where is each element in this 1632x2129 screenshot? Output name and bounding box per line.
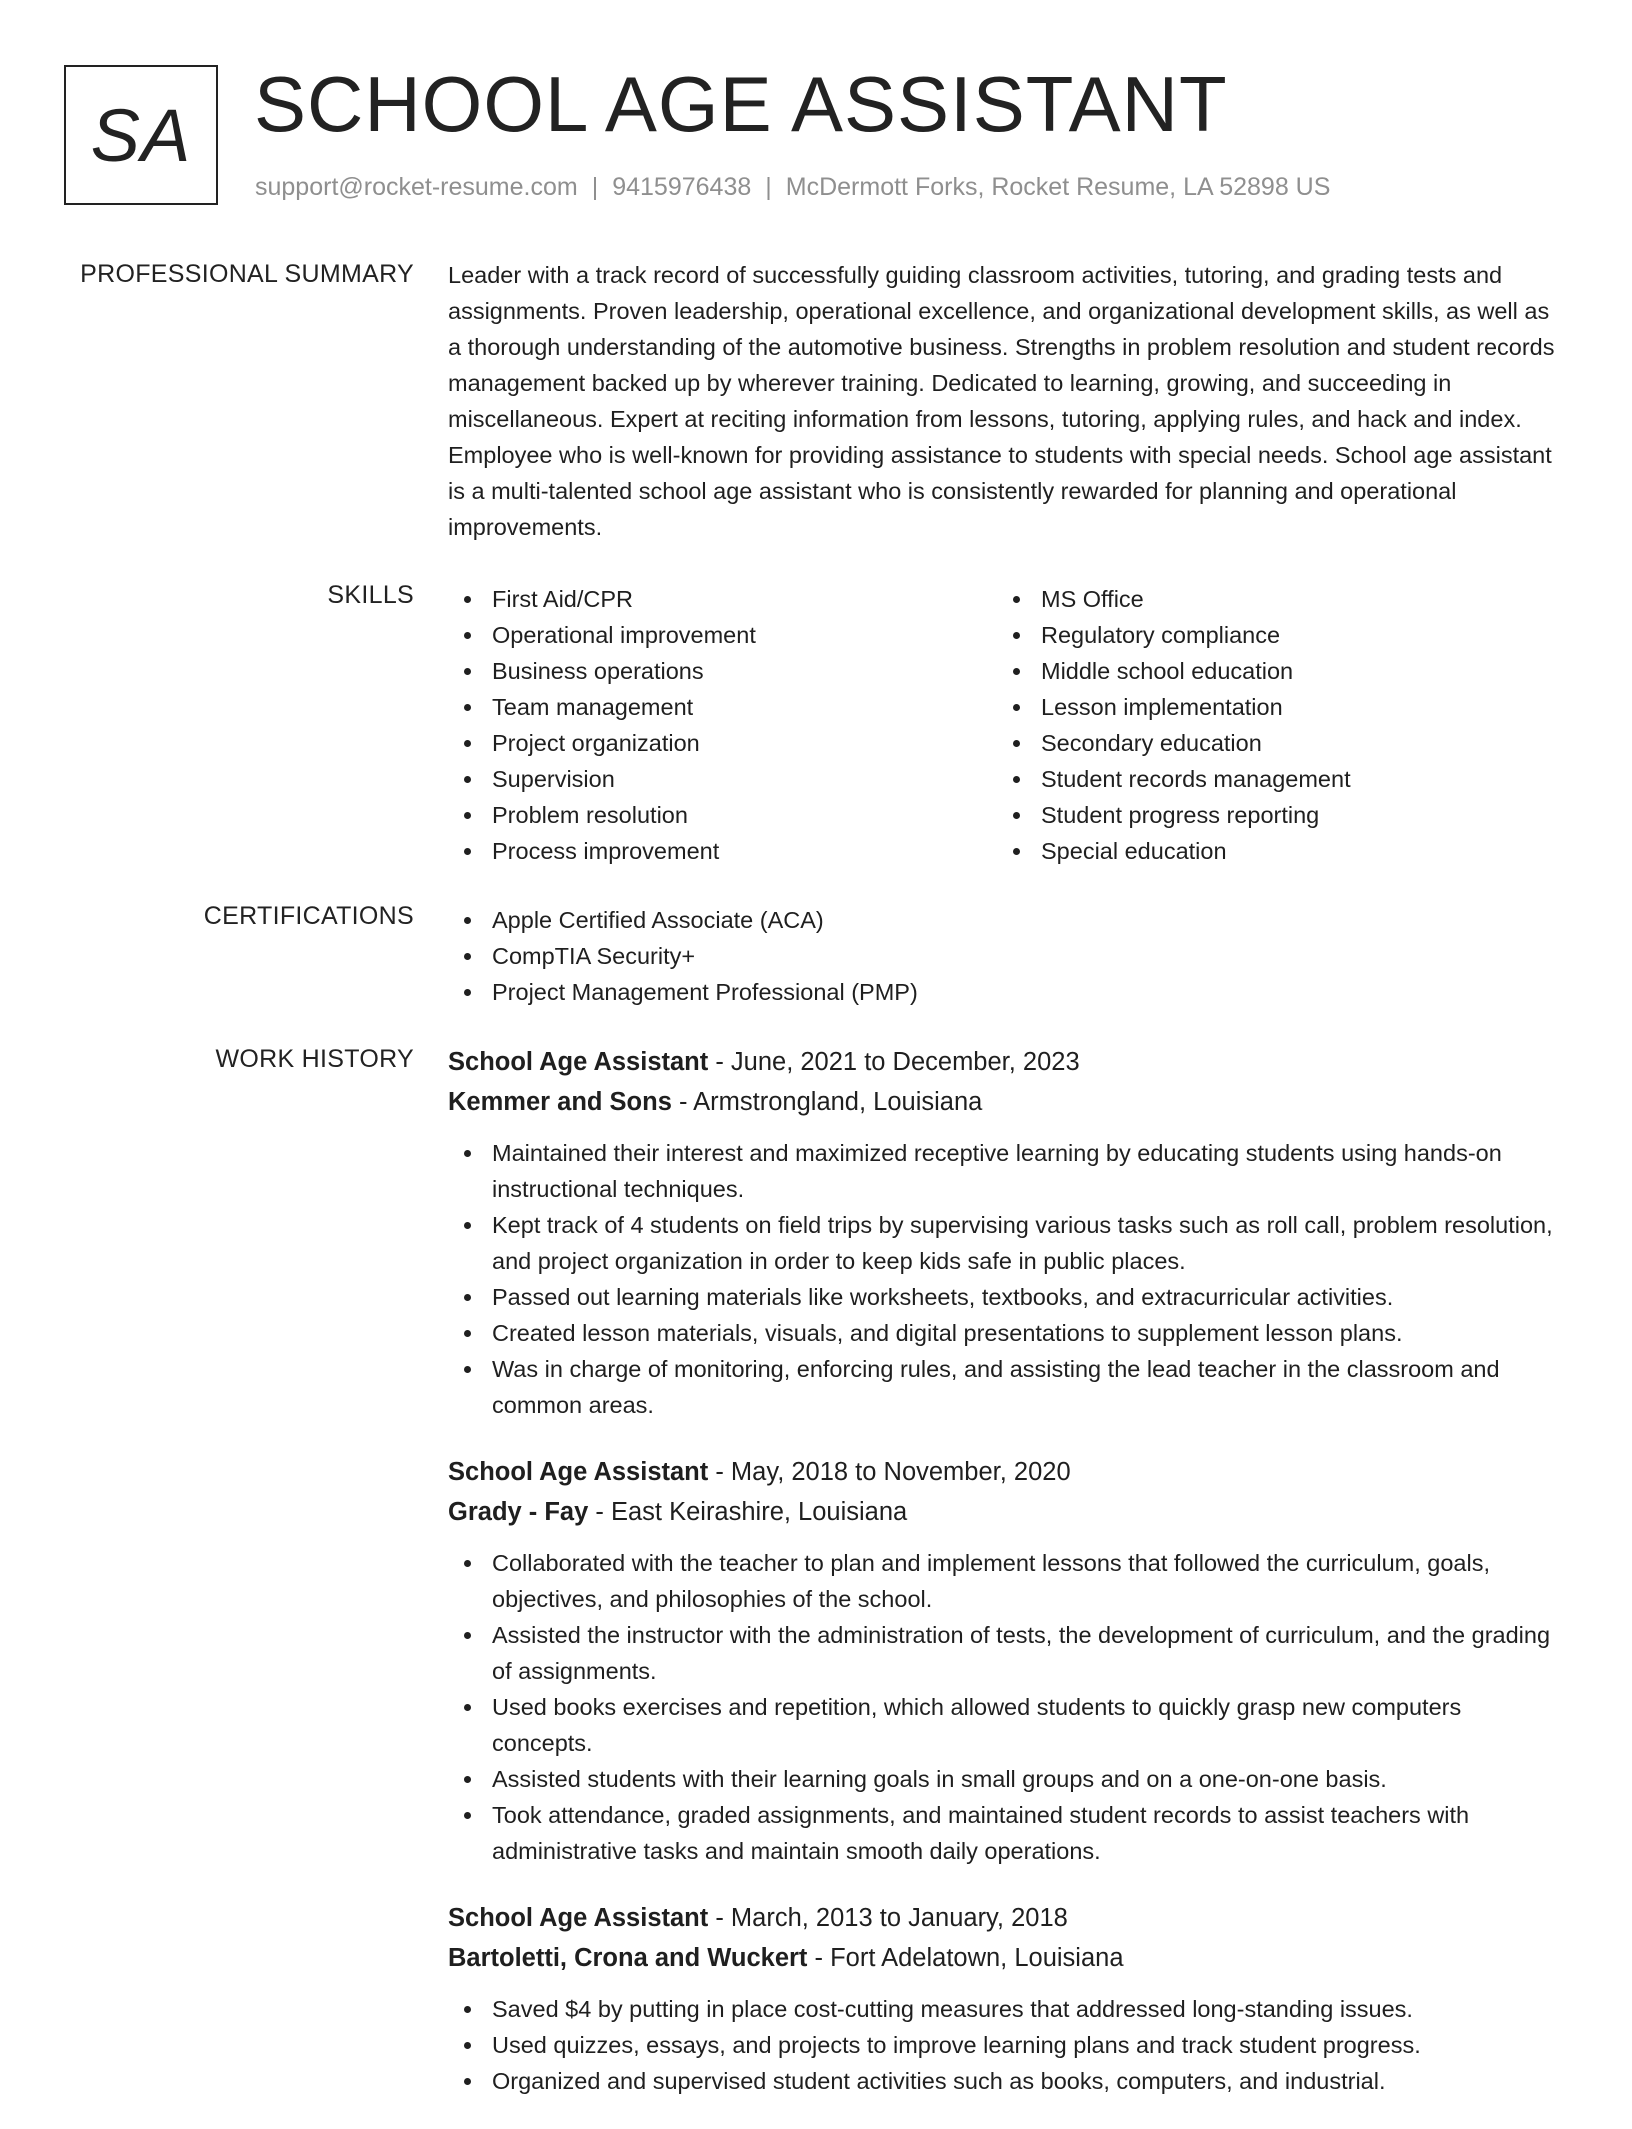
summary-heading: PROFESSIONAL SUMMARY xyxy=(80,260,414,288)
job-title: School Age Assistant xyxy=(448,1048,709,1076)
job-title: School Age Assistant xyxy=(448,1904,709,1932)
contact-phone: 9415976438 xyxy=(612,173,752,201)
skill-item: Student records management xyxy=(997,761,1537,797)
skill-item: Regulatory compliance xyxy=(997,617,1537,653)
skills-column-left xyxy=(448,581,988,869)
contact-line xyxy=(255,173,1330,202)
resume-header xyxy=(64,60,1564,210)
job-duty-item: Created lesson materials, visuals, and digital presentations to supplement lesson plans. xyxy=(448,1315,1564,1351)
skills-heading: SKILLS xyxy=(327,581,414,609)
job-title-line xyxy=(448,1453,1564,1491)
contact-separator: | xyxy=(591,173,599,201)
job-company: Bartoletti, Crona and Wuckert xyxy=(448,1944,808,1972)
work-history-body xyxy=(448,1043,1564,2129)
contact-email: support@rocket-resume.com xyxy=(255,173,578,201)
skill-item: Lesson implementation xyxy=(997,689,1537,725)
job-title-line xyxy=(448,1899,1564,1937)
job-location: - East Keirashire, Louisiana xyxy=(588,1498,908,1526)
skill-item: Special education xyxy=(997,833,1537,869)
certification-item: Project Management Professional (PMP) xyxy=(448,974,1564,1010)
job-duty-item: Kept track of 4 students on field trips by supervising various tasks such as roll call, problem resolution, and project organization in order to keep kids safe in public places. xyxy=(448,1207,1564,1279)
job-duty-item: Assisted the instructor with the administration of tests, the development of curriculum, and the grading of assignments. xyxy=(448,1617,1564,1689)
job-duties-list xyxy=(448,1991,1564,2099)
skill-item: Project organization xyxy=(448,725,988,761)
job-duty-item: Maintained their interest and maximized receptive learning by educating students using hands-on instructional techniques. xyxy=(448,1135,1564,1207)
job-location: - Fort Adelatown, Louisiana xyxy=(807,1944,1124,1972)
job-entry xyxy=(448,1453,1564,1869)
summary-body xyxy=(448,257,1564,545)
job-duty-item: Organized and supervised student activities such as books, computers, and industrial. xyxy=(448,2063,1564,2099)
skills-column-right xyxy=(997,581,1537,869)
skill-item: Supervision xyxy=(448,761,988,797)
skill-item: Middle school education xyxy=(997,653,1537,689)
job-dates: - June, 2021 to December, 2023 xyxy=(708,1048,1080,1076)
job-location: - Armstrongland, Louisiana xyxy=(671,1088,983,1116)
monogram-badge: SA xyxy=(64,65,218,205)
job-company: Kemmer and Sons xyxy=(448,1088,672,1116)
job-dates: - March, 2013 to January, 2018 xyxy=(708,1904,1068,1932)
skill-item: Problem resolution xyxy=(448,797,988,833)
skill-item: Operational improvement xyxy=(448,617,988,653)
certifications-heading: CERTIFICATIONS xyxy=(203,902,414,930)
certifications-body xyxy=(448,902,1564,1010)
summary-text: Leader with a track record of successfully guiding classroom activities, tutoring, and grading tests and assignments. Proven leadership, operational excellence, and organizational development skills, as well as a thorough understanding of the automotive business. Strengths in problem resolution and student records management backed up by wherever training. Dedicated to learning, growing, and succeeding in miscellaneous. Expert at reciting information from lessons, tutoring, applying rules, and hack and index. Employee who is well-known for providing assistance to students with special needs. School age assistant is a multi-talented school age assistant who is consistently rewarded for planning and operational improvements. xyxy=(448,262,1555,540)
skill-item: Business operations xyxy=(448,653,988,689)
skill-item: Student progress reporting xyxy=(997,797,1537,833)
job-duty-item: Used books exercises and repetition, which allowed students to quickly grasp new computers concepts. xyxy=(448,1689,1564,1761)
contact-separator: | xyxy=(765,173,772,201)
job-duty-item: Passed out learning materials like worksheets, textbooks, and extracurricular activities. xyxy=(448,1279,1564,1315)
job-duties-list xyxy=(448,1545,1564,1869)
job-entry xyxy=(448,1043,1564,1423)
certifications-list xyxy=(448,902,1564,1010)
job-duty-item: Saved $4 by putting in place cost-cutting measures that addressed long-standing issues. xyxy=(448,1991,1564,2027)
job-duty-item: Used quizzes, essays, and projects to improve learning plans and track student progress. xyxy=(448,2027,1564,2063)
job-duty-item: Collaborated with the teacher to plan and implement lessons that followed the curriculum, goals, objectives, and philosophies of the school. xyxy=(448,1545,1564,1617)
skill-item: MS Office xyxy=(997,581,1537,617)
job-title-line xyxy=(448,1043,1564,1081)
job-title: School Age Assistant xyxy=(448,1458,709,1486)
job-company-line xyxy=(448,1083,1564,1121)
job-entry xyxy=(448,1899,1564,2099)
skill-item: First Aid/CPR xyxy=(448,581,988,617)
job-duty-item: Was in charge of monitoring, enforcing rules, and assisting the lead teacher in the classroom and common areas. xyxy=(448,1351,1564,1423)
job-duties-list xyxy=(448,1135,1564,1423)
resume-title: SCHOOL AGE ASSISTANT xyxy=(254,60,1228,148)
skill-item: Secondary education xyxy=(997,725,1537,761)
contact-address: McDermott Forks, Rocket Resume, LA 52898 US xyxy=(785,173,1331,201)
job-company: Grady - Fay xyxy=(448,1498,589,1526)
skills-list-right xyxy=(997,581,1537,869)
job-duty-item: Assisted students with their learning goals in small groups and on a one-on-one basis. xyxy=(448,1761,1564,1797)
skill-item: Team management xyxy=(448,689,988,725)
certification-item: CompTIA Security+ xyxy=(448,938,1564,974)
job-duty-item: Took attendance, graded assignments, and maintained student records to assist teachers with administrative tasks and maintain smooth daily operations. xyxy=(448,1797,1564,1869)
job-dates: - May, 2018 to November, 2020 xyxy=(708,1458,1071,1486)
work-history-heading: WORK HISTORY xyxy=(215,1045,414,1073)
job-company-line xyxy=(448,1939,1564,1977)
skills-list-left xyxy=(448,581,988,869)
certification-item: Apple Certified Associate (ACA) xyxy=(448,902,1564,938)
skill-item: Process improvement xyxy=(448,833,988,869)
job-company-line xyxy=(448,1493,1564,1531)
